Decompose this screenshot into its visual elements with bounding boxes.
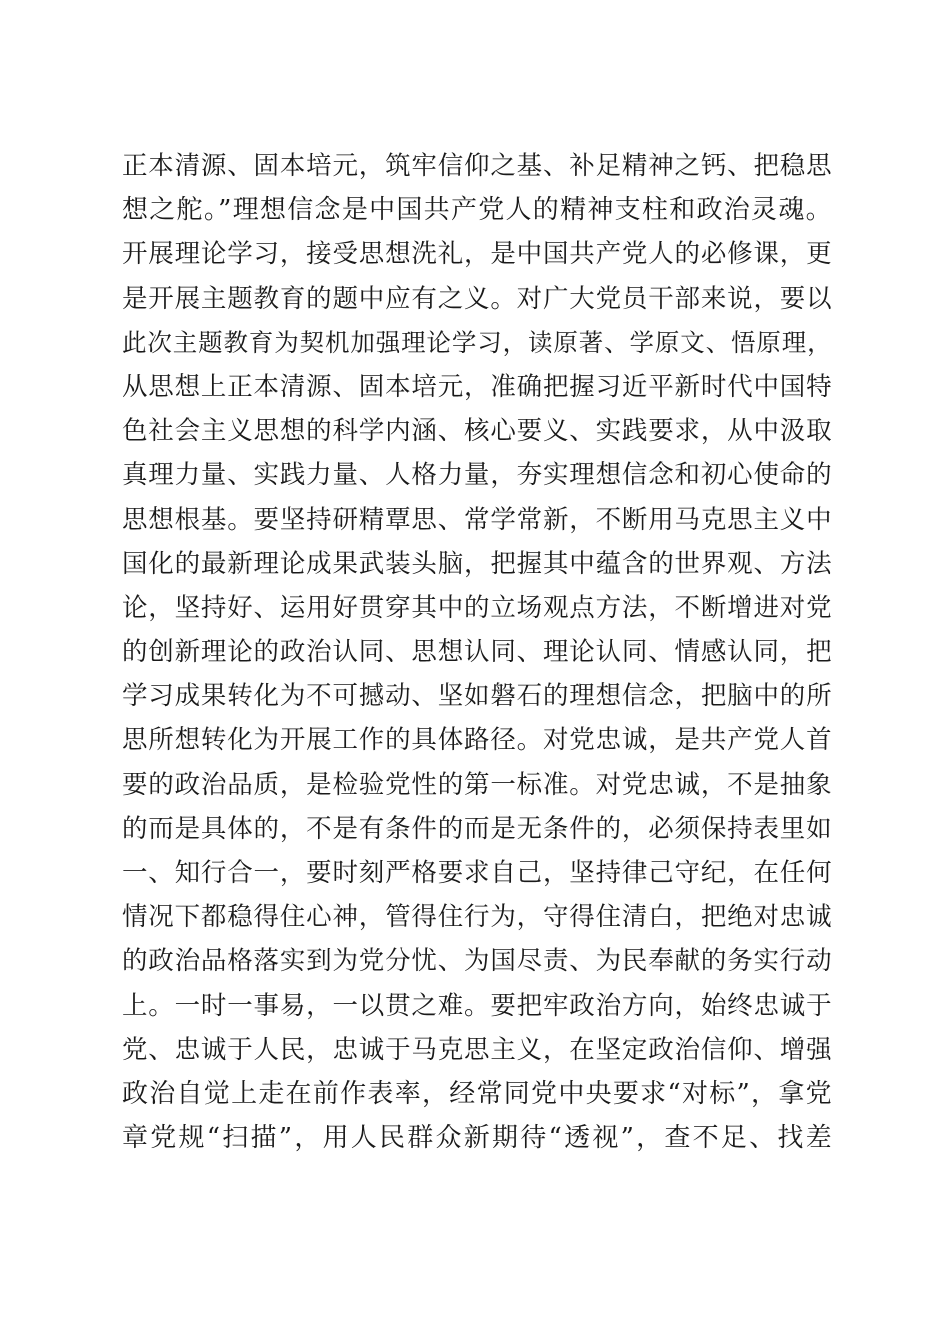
text-line: 色社会主义思想的科学内涵、核心要义、实践要求，从中汲取 xyxy=(122,416,832,447)
text-line: 此次主题教育为契机加强理论学习，读原著、学原文、悟原理， xyxy=(122,327,832,357)
text-line: 开展理论学习，接受思想洗礼，是中国共产党人的必修课，更 xyxy=(122,239,832,270)
text-line: 的政治品格落实到为党分忧、为国尽责、为民奉献的务实行动 xyxy=(122,946,832,977)
text-line: 真理力量、实践力量、人格力量，夯实理想信念和初心使命的 xyxy=(122,460,832,491)
text-line: 上。一时一事易，一以贯之难。要把牢政治方向，始终忠诚于 xyxy=(122,990,832,1021)
text-line: 从思想上正本清源、固本培元，准确把握习近平新时代中国特 xyxy=(122,371,832,402)
text-line: 论，坚持好、运用好贯穿其中的立场观点方法，不断增进对党 xyxy=(122,592,832,623)
text-line: 正本清源、固本培元，筑牢信仰之基、补足精神之钙、把稳思 xyxy=(122,151,832,181)
text-line: 是开展主题教育的题中应有之义。对广大党员干部来说，要以 xyxy=(122,283,832,314)
text-line: 章党规“扫描”，用人民群众新期待“透视”，查不足、找差 xyxy=(122,1123,832,1154)
text-line: 思想根基。要坚持研精覃思、常学常新，不断用马克思主义中 xyxy=(122,504,832,535)
text-line: 政治自觉上走在前作表率，经常同党中央要求“对标”，拿党 xyxy=(122,1078,832,1109)
text-line: 要的政治品质，是检验党性的第一标准。对党忠诚，不是抽象 xyxy=(122,769,832,800)
text-line: 党、忠诚于人民，忠诚于马克思主义，在坚定政治信仰、增强 xyxy=(122,1034,832,1065)
text-line: 的创新理论的政治认同、思想认同、理论认同、情感认同，把 xyxy=(122,637,832,668)
text-line: 一、知行合一，要时刻严格要求自己，坚持律己守纪，在任何 xyxy=(122,858,832,888)
text-line: 的而是具体的，不是有条件的而是无条件的，必须保持表里如 xyxy=(122,813,832,844)
text-line: 思所想转化为开展工作的具体路径。对党忠诚，是共产党人首 xyxy=(122,725,832,756)
text-line: 想之舵。”理想信念是中国共产党人的精神支柱和政治灵魂。 xyxy=(122,195,832,226)
text-line: 情况下都稳得住心神，管得住行为，守得住清白，把绝对忠诚 xyxy=(122,902,832,933)
text-line: 学习成果转化为不可撼动、坚如磐石的理想信念，把脑中的所 xyxy=(122,681,832,712)
text-line: 国化的最新理论成果武装头脑，把握其中蕴含的世界观、方法 xyxy=(122,548,832,579)
body-text xyxy=(122,144,832,1160)
